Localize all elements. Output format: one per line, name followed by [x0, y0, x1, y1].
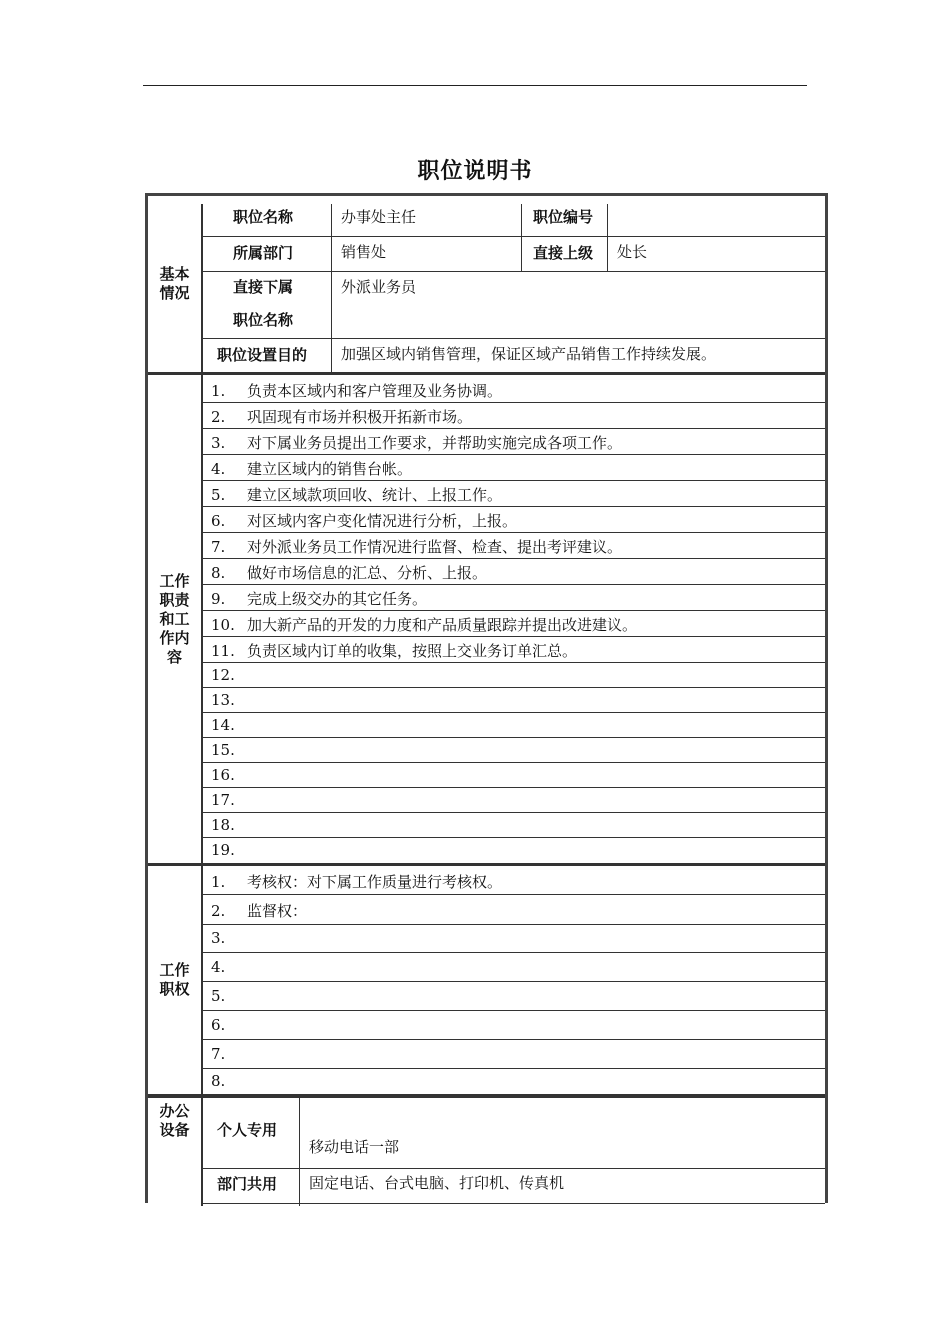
equipment-section — [148, 1098, 825, 1206]
item-text: 加大新产品的开发的力度和产品质量跟踪并提出改进建议。 — [247, 616, 638, 634]
list-item — [211, 929, 247, 947]
item-text: 巩固现有市场并积极开拓新市场。 — [247, 408, 473, 426]
authority-section — [148, 866, 825, 1094]
list-item — [211, 691, 247, 709]
purpose-label: 职位设置目的 — [217, 346, 308, 364]
item-number: 17. — [211, 790, 235, 809]
job-description-form — [145, 193, 828, 1203]
basic-info-label: 基本情况 — [159, 265, 190, 302]
list-item — [211, 614, 637, 635]
list-item — [211, 1072, 247, 1090]
equipment-grid — [201, 1098, 825, 1206]
item-number: 4. — [211, 957, 226, 976]
list-item — [211, 1045, 247, 1063]
direct-superior-value: 处长 — [617, 243, 648, 261]
shared-equipment-label: 部门共用 — [217, 1175, 278, 1193]
list-item — [211, 766, 247, 784]
item-text: 负责本区域内和客户管理及业务协调。 — [247, 381, 503, 400]
shared-equipment-value: 固定电话、台式电脑、打印机、传真机 — [309, 1174, 565, 1192]
item-number: 5. — [211, 486, 226, 504]
item-number: 10. — [211, 616, 235, 634]
item-number: 4. — [211, 460, 226, 478]
item-text: 完成上级交办的其它任务。 — [247, 590, 428, 608]
item-text: 对下属业务员提出工作要求，并帮助实施完成各项工作。 — [247, 434, 623, 452]
list-item — [211, 841, 247, 859]
item-number: 6. — [211, 512, 226, 530]
item-number: 8. — [211, 1072, 226, 1090]
item-number: 16. — [211, 765, 235, 784]
list-item — [211, 666, 247, 684]
item-number: 1. — [211, 381, 226, 400]
item-text: 对外派业务员工作情况进行监督、检查、提出考评建议。 — [247, 538, 623, 556]
list-item — [211, 816, 247, 834]
item-text: 建立区域款项回收、统计、上报工作。 — [247, 486, 503, 504]
list-item — [211, 536, 622, 557]
item-text: 负责区域内订单的收集，按照上交业务订单汇总。 — [247, 642, 578, 660]
item-number: 2. — [211, 408, 226, 426]
personal-equipment-label: 个人专用 — [217, 1121, 278, 1139]
position-code-label: 职位编号 — [533, 208, 594, 226]
authority-list — [201, 866, 825, 1094]
list-item — [211, 484, 502, 505]
list-item — [211, 458, 412, 479]
basic-info-grid — [201, 204, 825, 372]
duties-label: 工作职责和工作内容 — [159, 571, 190, 666]
direct-superior-label: 直接上级 — [533, 244, 594, 262]
item-number: 3. — [211, 434, 226, 452]
item-number: 7. — [211, 538, 226, 556]
item-number: 12. — [211, 665, 235, 684]
position-name-label: 职位名称 — [233, 208, 294, 226]
item-text: 考核权：对下属工作质量进行考核权。 — [247, 873, 503, 891]
subordinate-label-line2: 职位名称 — [233, 311, 294, 329]
item-number: 15. — [211, 740, 235, 759]
list-item — [211, 871, 502, 892]
subordinate-value: 外派业务员 — [341, 278, 417, 296]
list-item — [211, 432, 622, 453]
item-number: 9. — [211, 590, 226, 608]
item-number: 11. — [211, 642, 235, 660]
item-text: 监督权： — [247, 902, 308, 920]
personal-equipment-value: 移动电话一部 — [309, 1138, 400, 1156]
list-item — [211, 588, 427, 609]
item-number: 1. — [211, 873, 226, 891]
purpose-value: 加强区域内销售管理，保证区域产品销售工作持续发展。 — [341, 345, 717, 363]
item-number: 13. — [211, 690, 235, 709]
list-item — [211, 791, 247, 809]
item-number: 2. — [211, 902, 226, 920]
authority-label: 工作职权 — [159, 961, 190, 998]
item-number: 14. — [211, 715, 235, 734]
list-item — [211, 741, 247, 759]
item-number: 7. — [211, 1044, 226, 1063]
position-name-value: 办事处主任 — [341, 208, 417, 226]
item-number: 8. — [211, 564, 226, 582]
basic-info-section — [148, 196, 825, 372]
item-number: 3. — [211, 929, 226, 947]
item-number: 5. — [211, 986, 226, 1005]
list-item — [211, 380, 502, 401]
list-item — [211, 958, 247, 976]
item-number: 18. — [211, 815, 235, 834]
list-item — [211, 640, 577, 661]
list-item — [211, 987, 247, 1005]
list-item — [211, 562, 487, 583]
item-text: 做好市场信息的汇总、分析、上报。 — [247, 564, 488, 582]
list-item — [211, 716, 247, 734]
list-item — [211, 1016, 247, 1034]
list-item — [211, 406, 472, 427]
list-item — [211, 900, 307, 921]
page-title: 职位说明书 — [417, 159, 533, 184]
duties-list — [201, 375, 825, 863]
equipment-label: 办公设备 — [159, 1102, 190, 1139]
department-label: 所属部门 — [233, 244, 294, 262]
department-value: 销售处 — [341, 243, 387, 261]
item-number: 6. — [211, 1015, 226, 1034]
subordinate-label-line1: 直接下属 — [233, 278, 294, 296]
item-number: 19. — [211, 841, 235, 859]
duties-section — [148, 375, 825, 863]
list-item — [211, 510, 517, 531]
header-rule — [143, 85, 807, 86]
item-text: 建立区域内的销售台帐。 — [247, 460, 413, 478]
item-text: 对区域内客户变化情况进行分析，上报。 — [247, 512, 518, 530]
